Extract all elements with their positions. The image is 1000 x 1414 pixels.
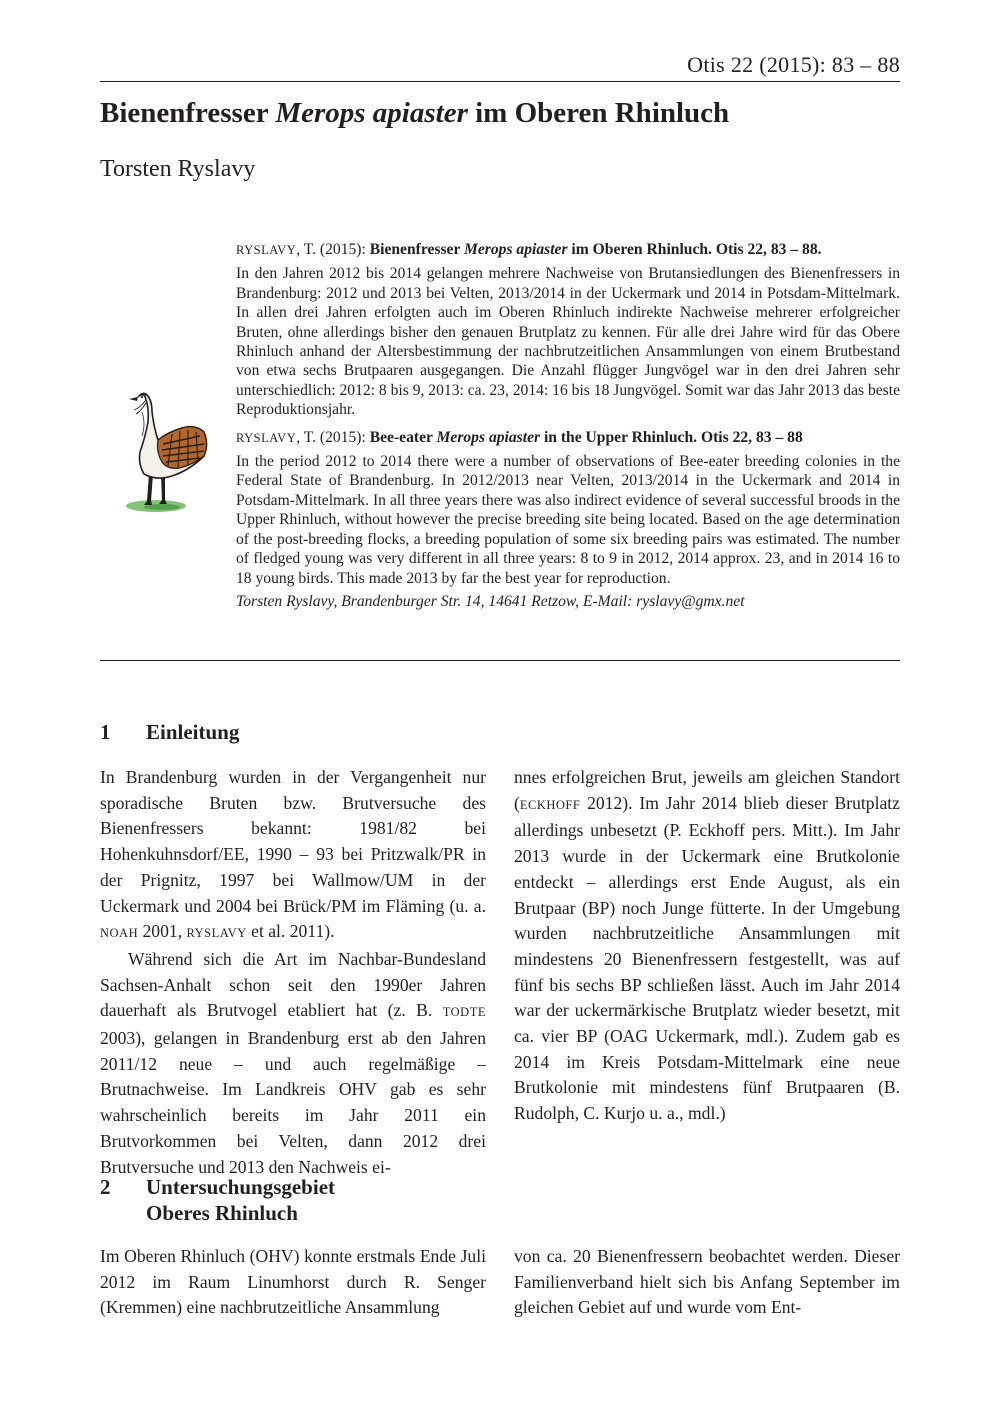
- body-paragraph: Während sich die Art im Nachbar-Bundesland Sachsen-Anhalt schon seit den 1990er Jahren dauerhaft als Brutvogel etabliert hat (z. B. TODTE 2003), gelangen in Brandenburg erst ab den Jahren 2011/12 neue – und auch regelmäßige – Brutnachweise. Im Landkreis OHV gab es sehr wahrscheinlich bereits im Jahr 2011 ein Brutvorkommen bei Velten, dann 2012 drei Brutversuche und 2013 den Nachweis ei-: [100, 948, 486, 1177]
- section-title-line-1: Untersuchungsgebiet: [146, 1175, 336, 1199]
- section-number: 1: [100, 720, 111, 744]
- citation-title: Bienenfresser Merops apiaster im Oberen Rhinluch. Otis 22, 83 – 88.: [369, 241, 822, 258]
- bustard-logo-illustration: [116, 388, 212, 514]
- citation-year: , T. (2015):: [296, 428, 370, 446]
- section-heading-einleitung: [100, 719, 239, 745]
- abstract-block: [236, 240, 900, 611]
- abstract-rule: [100, 660, 900, 661]
- section-1-column-left: [100, 765, 486, 1180]
- section-2-column-right: [514, 1244, 900, 1321]
- body-paragraph-continued: von ca. 20 Bienenfressern beobachtet werden. Dieser Familienverband hielt sich bis Anfang September im gleichen Gebiet auf und wurde vom Ent-: [514, 1246, 900, 1318]
- section-number: 2: [100, 1175, 111, 1199]
- abstract-english-text: In the period 2012 to 2014 there were a number of observations of Bee-eater breeding colonies in the Federal State of Brandenburg. In 2012/2013 near Velten, 2013/2014 in the Uckermark and 2014 in Potsdam-Mittelmark. In all three years there was also indirect evidence of several successful broods in the Upper Rhinluch, without however the precise breeding site being located. Based on the age determination of the post-breeding flocks, a breeding population of some six breeding pairs was estimated. The number of fledged young was very different in all three years: 8 to 9 in 2012, 2014 approx. 23, and in 2014 16 to 18 young birds. This made 2013 by far the best year for reproduction.: [236, 453, 900, 587]
- article-author: Torsten Ryslavy: [100, 156, 256, 182]
- citation-title: Bee-eater Merops apiaster in the Upper Rhinluch. Otis 22, 83 – 88: [369, 428, 803, 446]
- body-paragraph-continued: nnes erfolgreichen Brut, jeweils am gleichen Standort (ECKHOFF 2012). Im Jahr 2014 blieb dieser Brutplatz allerdings unbesetzt (P. Eckhoff pers. Mitt.). Im Jahr 2013 wurde in der Uckermark eine Brutkolonie entdeckt – allerdings erst Ende August, als ein Brutpaar (BP) noch Junge fütterte. In der Umgebung wurden nachbrutzeitliche Ansammlungen mit mindestens 20 Bienenfressern festgestellt, was auf fünf bis sechs BP schließen lässt. Auch im Jahr 2014 war der uckermärkische Brutplatz wieder besetzt, mit ca. vier BP (OAG Uckermark, mdl.). Zudem gab es 2014 im Kreis Potsdam-Mittelmark eine neue Brutkolonie mit mindestens fünf Brutpaaren (B. Rudolph, C. Kurjo u. a., mdl.): [514, 767, 900, 1124]
- body-paragraph: Im Oberen Rhinluch (OHV) konnte erstmals Ende Juli 2012 im Raum Linumhorst durch R. Senger (Kremmen) eine nachbrutzeitliche Ansammlung: [100, 1246, 486, 1318]
- body-paragraph: In Brandenburg wurden in der Vergangenheit nur sporadische Bruten bzw. Brutversuche des Bienenfressers bekannt: 1981/82 bei Hohenkuhnsdorf/EE, 1990 – 93 bei Pritzwalk/PR in der Prignitz, 1997 bei Wallmow/UM in der Uckermark und 2004 bei Brück/PM im Fläming (u. a. NOAH 2001, RYSLAVY et al. 2011).: [100, 767, 486, 942]
- citation-german: [236, 240, 900, 260]
- title-part-1: Bienenfresser: [100, 97, 276, 129]
- header-rule: [100, 81, 900, 82]
- citation-author: RYSLAVY: [236, 430, 297, 445]
- abstract-german-text: In den Jahren 2012 bis 2014 gelangen mehrere Nachweise von Brutansiedlungen des Bienenfressers in Brandenburg: 2012 und 2013 bei Velten, 2013/2014 in der Uckermark und 2014 in Potsdam-Mittelmark. In allen drei Jahren erfolgten auch im Oberen Rhinluch indirekte Nachweise mehrerer erfolgreicher Bruten, ohne allerdings bisher den genauen Brutplatz zu kennen. Für alle drei Jahre wird für das Obere Rhinluch anhand der Altersbestimmung der nachbrutzeitlichen Ansammlungen von einem Brutbestand von etwa sechs Brutpaaren ausgegangen. Die Anzahl flügger Jungvögel war in den drei Jahren sehr unterschiedlich: 2012: 8 bis 9, 2013: ca. 23, 2014: 16 bis 18 Jungvögel. Somit war das Jahr 2013 das beste Reproduktionsjahr.: [236, 265, 900, 419]
- citation-english: [236, 428, 900, 448]
- title-species-name: Merops apiaster: [275, 97, 468, 129]
- title-part-2: im Oberen Rhinluch: [467, 97, 730, 129]
- section-heading-untersuchungsgebiet: [100, 1174, 335, 1226]
- author-contact: Torsten Ryslavy, Brandenburger Str. 14, 14641 Retzow, E-Mail: ryslavy@gmx.net: [236, 592, 745, 610]
- journal-reference: Otis 22 (2015): 83 – 88: [687, 52, 900, 77]
- section-2-column-left: [100, 1244, 486, 1321]
- citation-author: RYSLAVY: [236, 243, 297, 257]
- article-title: [100, 94, 900, 132]
- section-1-column-right: [514, 765, 900, 1127]
- section-title-line-2: Oberes Rhinluch: [146, 1201, 298, 1225]
- citation-year: , T. (2015):: [296, 241, 370, 258]
- section-title: Einleitung: [146, 720, 240, 744]
